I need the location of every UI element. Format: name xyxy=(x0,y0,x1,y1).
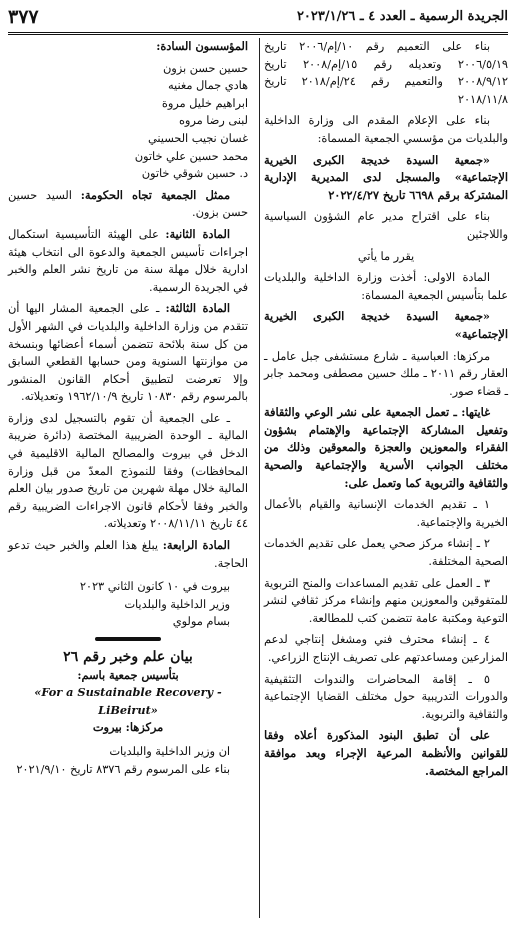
section-separator xyxy=(95,637,161,641)
column-divider xyxy=(259,38,260,918)
article-label: المادة الثانية: xyxy=(165,226,231,241)
paragraph: بناء على المرسوم رقم ٨٣٧٦ تاريخ ٢٠٢١/٩/١٠ xyxy=(16,762,230,776)
article-label: المادة الثالثة: xyxy=(165,301,231,316)
notice-title: بيان علم وخبر رقم ٢٦ xyxy=(63,649,193,665)
founder-name: هادي جمال مغنيه xyxy=(168,79,248,93)
minister-name: بسام مولوي xyxy=(172,615,230,629)
founder-name: حسين حسن بزون xyxy=(162,61,248,75)
objective-item: ٢ ـ إنشاء مركز صحي يعمل على تقديم الخدمات الصحية المختلفة. xyxy=(264,537,508,569)
paragraph: بناء على الإعلام المقدم الى وزارة الداخلية والبلديات من مؤسسي الجمعية المسماة: xyxy=(264,114,508,145)
notice-subtitle: بتأسيس جمعية باسم: xyxy=(77,667,179,682)
article-text: يبلغ هذا العلم والخبر حيث تدعو الحاجة. xyxy=(8,539,248,570)
decree-line: يقرر ما يأتي xyxy=(357,249,415,263)
article-three-part-two: ـ على الجمعية أن تقوم بالتسجيل لدى وزارة المالية ـ الوحدة الضريبية المختصة (دائرة ضريبة الدخل في بيروت والمصالح المالية الاقليمية في المحافظات) وفقا للنموذج المعدّ من قبل وزارة المالية خلال مهلة شهرين من تاريخ صدور بيان العلم والخبر وفقا لأحكام قانون الاجراءات الضريبية رقم ٤٤ تاريخ ٢٠٠٨/١١/١١ وتعديلاته. xyxy=(8,411,248,531)
article-four xyxy=(8,537,248,572)
founder-name: لبنى رضا مروه xyxy=(178,114,248,128)
signature-date: بيروت في ١٠ كانون الثاني ٢٠٢٣ xyxy=(79,580,230,594)
minister-title: وزير الداخلية والبلديات xyxy=(124,597,230,611)
association-name: «جمعية السيدة خديجة الكبرى الخيرية الإجتماعية» والمسجل لدى المديرية الإدارية المشتركة برقم ٦٦٩٨ تاريخ ٢٠٢٢/٤/٢٧ xyxy=(264,152,508,202)
article-text: ـ على الجمعية المشار اليها أن تتقدم من وزارة الداخلية والبلديات في الشهر الأول من كل سنة بلائحة تتضمن أسماء أعضائها وبنسخة من موازنتها السنوية ومن حسابها القطعي السابق وإلا تعرضت لتطبيق أحكام القانون المنشور بالمرسوم رقم ١٠٨٣٠ تاريخ ١٩٦٢/١٠/٩ وتعديلاته. xyxy=(8,302,248,404)
rep-name: السيد حسين حسن بزون. xyxy=(8,188,248,220)
paragraph: ان وزير الداخلية والبلديات xyxy=(109,744,230,758)
objective-item: ٥ ـ إقامة المحاضرات والندوات التثقيفية والدورات التدريبية حول مختلف القضايا الإجتماعية والثقافية والتربوية. xyxy=(264,672,508,721)
founder-name: محمد حسين علي خاتون xyxy=(134,149,248,163)
association-name: «جمعية السيدة خديجة الكبرى الخيرية الإجتماعية» xyxy=(264,309,508,341)
founder-name: ابراهيم خليل مروة xyxy=(161,96,248,110)
objective-item: ٣ ـ العمل على تقديم المساعدات والمنح التربوية للمتفوقين والمعوزين منهم وإنشاء مركز ثقافي لنشر التوعية ومكتبة عامة تتضمن كتب للمطالعة. xyxy=(264,576,508,625)
headquarters: مركزها: العباسية ـ شارع مستشفى جبل عامل ـ العقار رقم ٢٠١١ ـ ملك حسين مصطفى ومحمد جابر ـ قضاء صور. xyxy=(264,349,509,398)
paragraph: بناء على التعميم رقم ١٠/إم/٢٠٠٦ تاريخ ٢٠٠٦/٥/١٩ وتعديله رقم ١٥/إم/٢٠٠٨ تاريخ ٢٠٠٨/٩/١٢ والتعميم رقم ٢٤/إم/٢٠١٨ تاريخ ٢٠١٨/١١/٨ xyxy=(264,40,508,106)
founder-name: غسان نجيب الحسيني xyxy=(147,131,248,145)
page-header xyxy=(8,6,508,30)
objective-item: ١ ـ تقديم الخدمات الإنسانية والقيام بالأعمال الخيرية والإجتماعية. xyxy=(264,498,508,529)
article-one: المادة الاولى: أخذت وزارة الداخلية والبلديات علما بتأسيس الجمعية المسماة: xyxy=(264,271,508,302)
objective-item: ٤ ـ إنشاء محترف فني ومشغل إنتاجي لدعم المزارعين ومساعدتهم على تصريف الإنتاج الزراعي. xyxy=(264,633,508,664)
article-three xyxy=(8,300,248,406)
article-label: المادة الرابعة: xyxy=(162,538,230,553)
founders-heading: المؤسسون السادة: xyxy=(156,39,248,53)
header-rule xyxy=(8,32,508,35)
paragraph: بناء على اقتراح مدير عام الشؤون السياسية واللاجئين xyxy=(264,210,508,241)
headquarters: مركزها: بيروت xyxy=(92,720,164,735)
article-text: على الهيئة التأسيسية استكمال اجراءات تأسيس الجمعية والدعوة الى انتخاب هيئة ادارية خلال مهلة سنة من تاريخ نشر العلم والخبر في الجريدة الرسمية. xyxy=(8,227,248,294)
page-number: ٣٧٧ xyxy=(8,6,39,28)
founder-name: د. حسين شوقي خاتون xyxy=(141,167,248,181)
government-representative xyxy=(8,187,248,222)
article-two xyxy=(8,226,248,296)
closing-clause: على أن تطبق البنود المذكورة أعلاه وفقا للقوانين والأنظمة المرعية الإجراء وبعد موافقة المراجع المختصة. xyxy=(264,728,508,778)
gazette-title: الجريدة الرسمية ـ العدد ٤ ـ ٢٠٢٣/١/٢٦ xyxy=(296,9,508,24)
right-column xyxy=(264,38,508,784)
association-name-english: «For a Sustainable Recovery - LiBeirut» xyxy=(34,685,222,717)
rep-label: ممثل الجمعية تجاه الحكومة: xyxy=(80,187,231,202)
objectives: غايتها: ـ تعمل الجمعية على نشر الوعي والثقافة وتفعيل المشاركة الإجتماعية والإهتمام بشؤون الفقراء والمعوزين والعجزة والمعوقين وذلك من مختلف الجوانب الأسرية والإجتماعية والصحية والثقافية والتربوية كما وتعمل على: xyxy=(264,405,508,490)
left-column xyxy=(8,38,248,782)
